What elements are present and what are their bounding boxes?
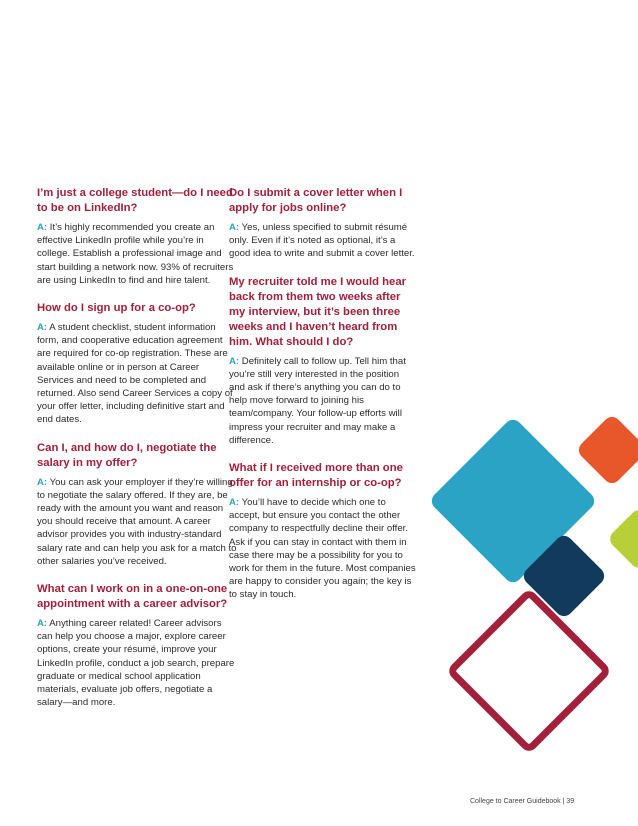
faq-question: What can I work on in a one-on-one appointment with a career advisor? [37, 583, 228, 611]
faq-item [37, 301, 240, 427]
answer-text: Anything career related! Career advisors can help you choose a major, explore career options, create your résumé, improve your LinkedIn profile, conduct a job search, prepare graduate or medical school application materials, evaluate job offers, negotiate a salary—and more. [37, 618, 235, 709]
faq-item [229, 186, 417, 261]
answer-prefix: A: [37, 322, 48, 334]
answer-prefix: A: [229, 355, 240, 367]
left-column [37, 186, 240, 723]
faq-question: What if I received more than one offer for an internship or co-op? [229, 462, 403, 490]
answer-prefix: A: [37, 618, 48, 630]
answer-text: It’s highly recommended you create an effective LinkedIn profile while you’re in college. Establish a professional image and start building a network now. 93% of recruiters are using LinkedIn to find and hire talent. [37, 222, 234, 286]
decorative-outline-diamond [446, 588, 613, 755]
decorative-orange-diamond [575, 413, 638, 487]
decorative-lime-diamond [606, 506, 638, 571]
faq-question: My recruiter told me I would hear back from them two weeks after my interview, but it’s been three weeks and I haven’t heard from him. What should I do? [229, 275, 407, 348]
faq-answer [37, 476, 240, 568]
faq-answer [229, 221, 417, 261]
answer-prefix: A: [229, 222, 240, 233]
answer-text: You’ll have to decide which one to accept, but ensure you contact the other company to respectfully decline their offer. Ask if you can stay in contact with them in case there may be a possibility for you to work for them in the future. Most companies are happy to consider you again; the key is to stay in touch. [229, 497, 416, 601]
right-column [229, 186, 417, 616]
faq-item [229, 461, 417, 602]
answer-text: Yes, unless specified to submit résumé only. Even if it’s noted as optional, it’s a good idea to write and submit a cover letter. [229, 222, 415, 260]
faq-question: Do I submit a cover letter when I apply for jobs online? [229, 187, 403, 214]
answer-text: A student checklist, student information form, and cooperative education agreement are required for co-op registration. These are available online or in person at Career Services and need to be completed and returned. Also send Career Services a copy of your offer letter, including definitive start and end dates. [37, 322, 233, 426]
faq-answer [37, 617, 237, 709]
answer-prefix: A: [37, 476, 48, 488]
answer-prefix: A: [37, 222, 48, 233]
faq-item [37, 582, 237, 709]
answer-prefix: A: [229, 497, 240, 509]
faq-answer [37, 221, 240, 287]
faq-item [37, 441, 240, 568]
page-footer: College to Career Guidebook | 39 [470, 798, 575, 805]
faq-question: I’m just a college student—do I need to be on LinkedIn? [37, 187, 233, 214]
faq-item [229, 275, 417, 447]
faq-item [37, 186, 240, 287]
faq-question: Can I, and how do I, negotiate the salary in my offer? [37, 441, 217, 469]
faq-answer [37, 321, 240, 427]
faq-question: How do I sign up for a co-op? [37, 302, 196, 315]
answer-text: Definitely call to follow up. Tell him that you’re still very interested in the position and ask if there’s anything you can do to help move forward to joining his team/company. Your follow-up efforts will impress your recruiter and may make a difference. [229, 355, 406, 446]
answer-text: You can ask your employer if they’re willing to negotiate the salary offered. If they are, be ready with the amount you want and reason you should receive that amount. A career advisor provides you with industry-standard salary rate and can help you ask for a match to other salaries you’ve received. [37, 476, 237, 567]
faq-answer [229, 355, 417, 447]
faq-answer [229, 496, 417, 602]
